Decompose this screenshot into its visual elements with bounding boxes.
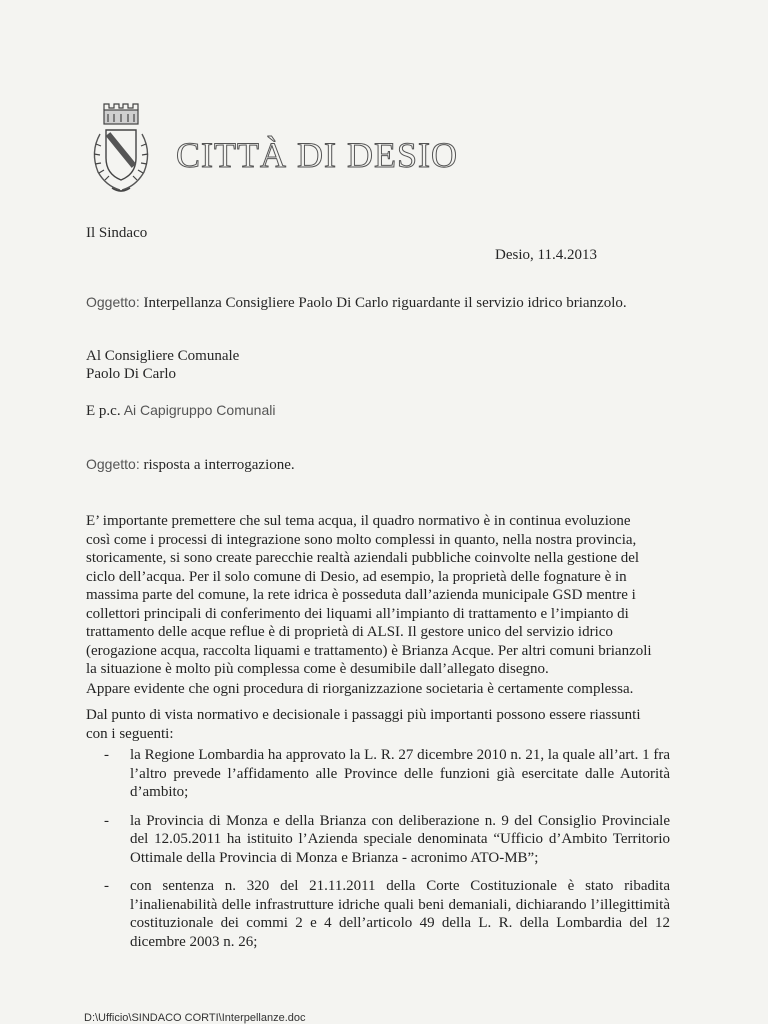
subject2-label: Oggetto: bbox=[86, 456, 140, 472]
list-item bbox=[100, 812, 670, 868]
body-paragraph-2: Appare evidente che ogni procedura di riorganizzazione societaria è certamente complessa. bbox=[86, 681, 634, 697]
cc-line bbox=[86, 400, 275, 421]
recipient-line-1: Al Consigliere Comunale bbox=[86, 348, 240, 364]
paragraph-line: così come i processi di integrazione sono molto complessi in quanto, nella nostra provincia, bbox=[86, 531, 637, 548]
paragraph-line: Dal punto di vista normativo e decisionale i passaggi più importanti possono essere riassunti bbox=[86, 707, 641, 723]
list-item-text: con sentenza n. 320 del 21.11.2011 della Corte Costituzionale è stato ribadita l’inalienabilità delle infrastrutture idriche quali beni demaniali, dichiarando l’illegittimità costituzionale dei commi 2 e 4 dell’articolo 49 della L. R. della Lombardia del 12 dicembre 2003 n. 26; bbox=[130, 878, 670, 950]
paragraph-line: E’ importante premettere che sul tema acqua, il quadro normativo è in continua evoluzione bbox=[86, 513, 631, 529]
paragraph-line: collettori principali di conferimento dei liquami all’impianto di trattamento e l’impianto di bbox=[86, 605, 629, 622]
cc-text: Ai Capigruppo Comunali bbox=[120, 402, 276, 418]
paragraph-line: storicamente, si sono create parecchie realtà aziendali pubbliche coinvolte nella gestione del bbox=[86, 550, 640, 566]
recipient-line-2: Paolo Di Carlo bbox=[86, 366, 176, 382]
legislative-steps-list bbox=[100, 746, 670, 961]
list-item-text: la Regione Lombardia ha approvato la L. R. 27 dicembre 2010 n. 21, la quale all’art. 1 fra l’altro prevede l’affidamento alle Province delle funzioni già esercitate dalle Autorità d’ambito; bbox=[130, 747, 670, 800]
list-dash: - bbox=[104, 747, 109, 763]
paragraph-line: (erogazione acqua, raccolta liquami e trattamento) è Brianza Acque. Per altri comuni brianzoli bbox=[86, 642, 652, 659]
body-paragraph-3 bbox=[86, 706, 670, 743]
paragraph-line: trattamento delle acque reflue è di proprietà di ALSI. Il gestore unico del servizio idrico bbox=[86, 624, 613, 640]
list-item bbox=[100, 877, 670, 951]
subject-line-1 bbox=[86, 292, 627, 313]
paragraph-line: con i seguenti: bbox=[86, 725, 174, 742]
paragraph-line: ciclo dell’acqua. Per il solo comune di Desio, ad esempio, la proprietà delle fognature è in bbox=[86, 568, 627, 585]
cc-label: E p.c. bbox=[86, 403, 121, 419]
letter-date: Desio, 11.4.2013 bbox=[495, 247, 597, 263]
list-dash: - bbox=[104, 878, 109, 894]
city-title: CITTÀ DI DESIO bbox=[176, 135, 458, 175]
list-dash: - bbox=[104, 812, 109, 829]
list-item-text: la Provincia di Monza e della Brianza con deliberazione n. 9 del Consiglio Provinciale del 12.05.2011 ha istituito l’Azienda speciale denominata “Ufficio d’Ambito Territorio Ottimale della Provincia di Monza e Brianza - acronimo ATO-MB”; bbox=[130, 812, 670, 866]
subject-label: Oggetto: bbox=[86, 294, 140, 310]
sender-line: Il Sindaco bbox=[86, 225, 148, 241]
paragraph-line: la situazione è molto più complessa come è desumibile dall’allegato disegno. bbox=[86, 661, 549, 677]
body-paragraph-1 bbox=[86, 512, 670, 679]
subject2-text: risposta a interrogazione. bbox=[139, 457, 295, 473]
subject-text: Interpellanza Consigliere Paolo Di Carlo riguardante il servizio idrico brianzolo. bbox=[139, 295, 627, 311]
list-item bbox=[100, 746, 670, 802]
paragraph-line: massima parte del comune, la rete idrica è posseduta dall’azienda municipale GSD mentre i bbox=[86, 587, 636, 603]
footer-file-path: D:\Ufficio\SINDACO CORTI\Interpellanze.doc bbox=[84, 1012, 306, 1024]
subject-line-2 bbox=[86, 454, 295, 475]
city-coat-of-arms-icon bbox=[86, 100, 156, 198]
